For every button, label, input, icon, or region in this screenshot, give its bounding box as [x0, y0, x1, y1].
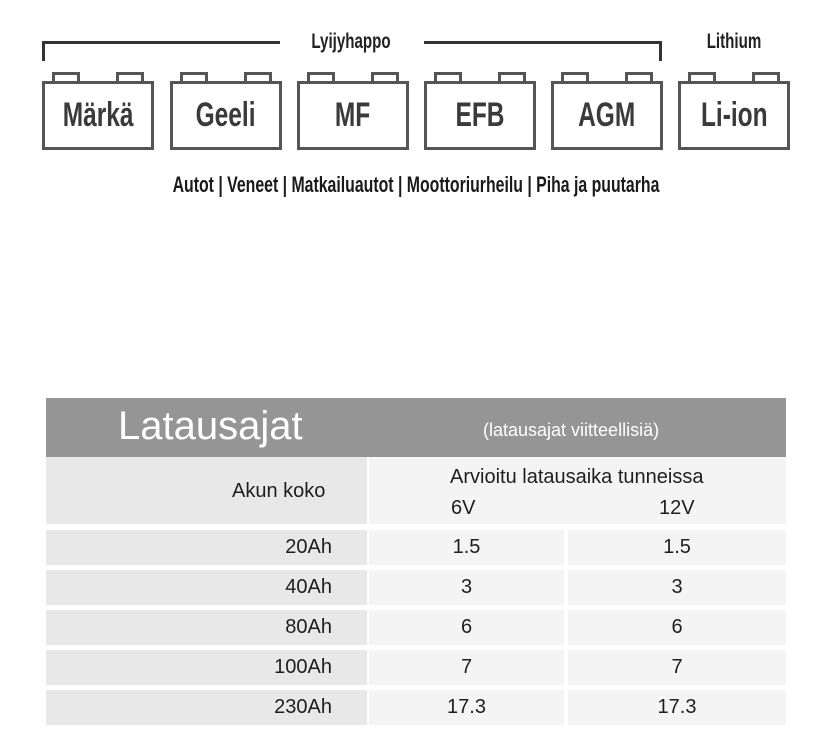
time-column-header: Arvioitu latausaika tunneissa — [450, 466, 704, 488]
lead-acid-label: Lyijyhappo — [311, 30, 391, 53]
table-note: (latausajat viitteellisiä) — [483, 420, 660, 440]
battery-label: AGM — [578, 96, 636, 134]
lead-bracket-right-line — [424, 41, 662, 44]
row-size: 20Ah — [285, 536, 332, 558]
lead-bracket-right-tick — [659, 41, 662, 61]
battery-icon-mf — [297, 72, 409, 150]
row-value-12v: 7 — [671, 656, 683, 678]
column-header-6v: 6V — [451, 497, 476, 519]
table-row — [46, 650, 786, 685]
battery-label: Geeli — [196, 96, 256, 134]
row-value-12v: 17.3 — [657, 696, 697, 718]
table-row — [46, 530, 786, 565]
battery-icon-agm — [551, 72, 663, 150]
battery-label: Li-ion — [700, 96, 768, 134]
table-row — [46, 570, 786, 605]
column-header-12v: 12V — [659, 497, 695, 519]
row-value-6v: 1.5 — [452, 536, 481, 558]
row-size: 230Ah — [274, 696, 332, 718]
battery-label: MF — [335, 96, 371, 134]
table-title: Latausajat — [118, 404, 303, 448]
table-header — [46, 398, 786, 457]
battery-label: Märkä — [62, 96, 134, 134]
lead-bracket-left-tick — [42, 41, 45, 61]
battery-label: EFB — [455, 96, 505, 134]
row-size: 100Ah — [274, 656, 332, 678]
battery-icon-marka — [42, 72, 154, 150]
row-value-12v: 1.5 — [663, 536, 691, 558]
row-value-12v: 6 — [671, 616, 683, 638]
table-row — [46, 610, 786, 645]
row-size: 40Ah — [285, 576, 332, 598]
row-value-6v: 6 — [460, 616, 473, 638]
row-value-6v: 17.3 — [447, 696, 486, 718]
battery-icon-geeli — [170, 72, 282, 150]
table-row — [46, 690, 786, 725]
lithium-label: Lithium — [706, 30, 762, 53]
row-value-12v: 3 — [671, 576, 683, 598]
charging-time-table — [46, 398, 786, 718]
row-value-6v: 7 — [460, 656, 473, 678]
use-cases-text: Autot | Veneet | Matkailuautot | Moottoriurheilu | Piha ja puutarha — [172, 172, 660, 197]
battery-icon-li-ion — [678, 72, 790, 150]
row-size: 80Ah — [285, 616, 332, 638]
lead-bracket-left-line — [42, 41, 280, 44]
row-value-6v: 3 — [460, 576, 473, 598]
battery-icon-efb — [424, 72, 536, 150]
size-column-header: Akun koko — [232, 480, 326, 502]
